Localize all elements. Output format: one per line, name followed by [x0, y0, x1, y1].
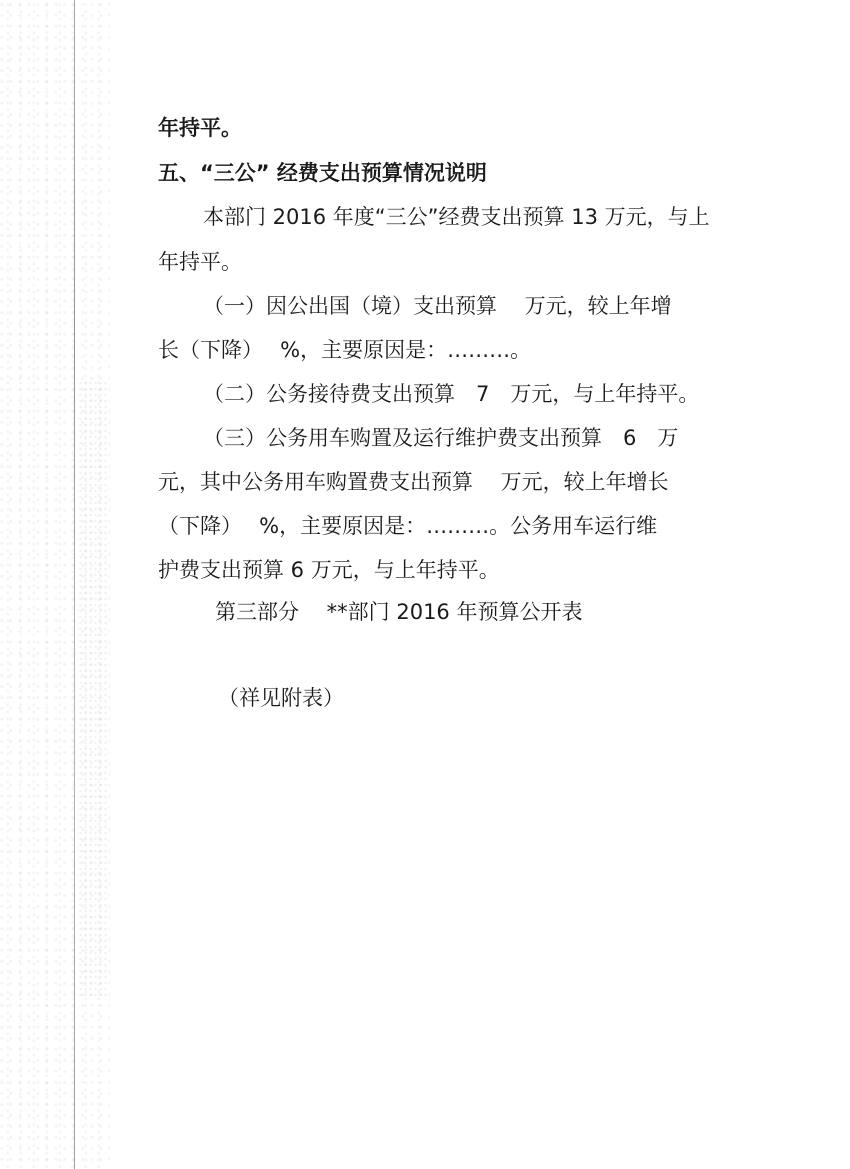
section-heading: 五、“三公” 经费支出预算情况说明 — [158, 161, 487, 185]
text-line-1: 年持平。 — [158, 116, 242, 140]
text-line-3: 本部门 2016 年度“三公”经费支出预算 13 万元，与上 — [203, 205, 710, 229]
scan-noise-band — [78, 380, 108, 1000]
text-line-4: 年持平。 — [158, 250, 242, 274]
text-line-6: 长（下降） %，主要原因是：………。 — [158, 338, 532, 362]
text-line-10: （下降） %，主要原因是：………。公务用车运行维 — [158, 514, 658, 538]
text-line-8: （三）公务用车购置及运行维护费支出预算 6 万 — [203, 426, 679, 450]
part-three-heading: 第三部分 **部门 2016 年预算公开表 — [215, 600, 583, 624]
see-attachment-note: （祥见附表） — [218, 686, 344, 710]
text-line-5: （一）因公出国（境）支出预算 万元，较上年增 — [203, 294, 672, 318]
text-line-7: （二）公务接待费支出预算 7 万元，与上年持平。 — [203, 382, 700, 406]
text-line-11: 护费支出预算 6 万元，与上年持平。 — [158, 558, 500, 582]
binding-edge-line — [74, 0, 75, 1169]
text-line-9: 元，其中公务用车购置费支出预算 万元，较上年增长 — [158, 470, 669, 494]
